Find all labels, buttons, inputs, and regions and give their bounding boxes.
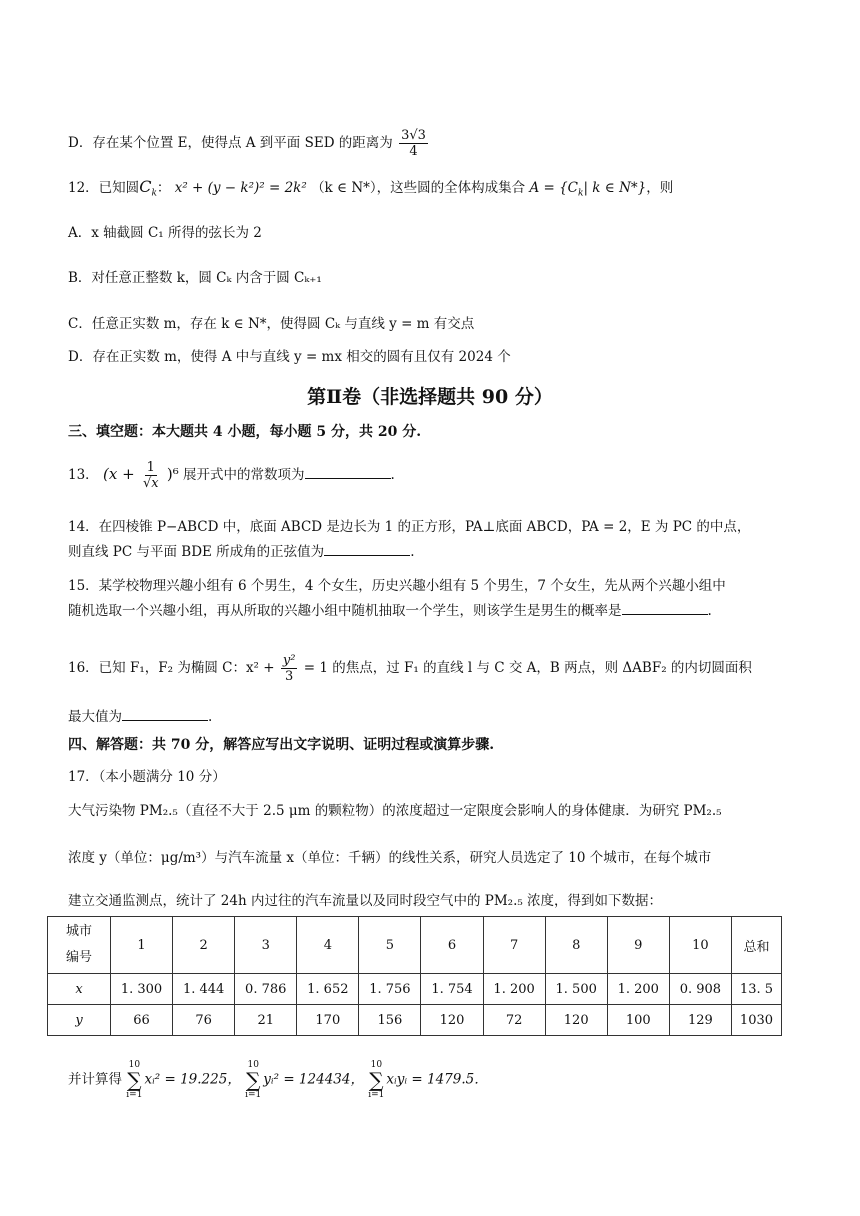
q12-option-a: A．x 轴截圆 C₁ 所得的弦长为 2 <box>68 225 262 241</box>
frac-num: 3√3 <box>401 128 426 143</box>
table-header-row <box>48 917 782 974</box>
sum-top: 10 <box>247 1060 259 1070</box>
q12-stem-a: 12．已知圆 <box>68 180 140 196</box>
table-header-cell: 10 <box>669 917 731 974</box>
section3-heading: 三、填空题：本大题共 4 小题，每小题 5 分，共 20 分. <box>68 424 422 440</box>
q15-answer-blank[interactable] <box>622 602 708 615</box>
sum-bottom: i=1 <box>126 1090 143 1100</box>
table-cell: 0. 786 <box>235 974 297 1005</box>
table-header-cell: 7 <box>483 917 545 974</box>
q13-answer-blank[interactable] <box>305 466 391 479</box>
table-header-cell: 5 <box>359 917 421 974</box>
table-cell: 156 <box>359 1005 421 1036</box>
q11-option-d-fraction <box>399 128 428 159</box>
q12-stem-b: ： <box>156 180 171 196</box>
q17-paragraph2: 浓度 y（单位：μg/m³）与汽车流量 x（单位：千辆）的线性关系，研究人员选定了 10 个城市，在每个城市 <box>68 850 712 866</box>
q17-calc-prefix: 并计算得 <box>68 1071 122 1088</box>
frac-num: 1 <box>146 460 155 475</box>
table-cell: 120 <box>545 1005 607 1036</box>
q15-line2-text: 随机选取一个兴趣小组，再从所取的兴趣小组中随机抽取一个学生，则该学生是男生的概率是 <box>68 603 622 619</box>
table-header-cell: 8 <box>545 917 607 974</box>
frac-den: 3 <box>285 669 294 684</box>
q17-sum-x2: xᵢ² = 19.225， <box>144 1071 241 1088</box>
table-header-cell: 2 <box>173 917 235 974</box>
table-cell: 1. 754 <box>421 974 483 1005</box>
table-cell: 100 <box>607 1005 669 1036</box>
table-cell: 129 <box>669 1005 731 1036</box>
q16-line2-text: 最大值为 <box>68 709 122 725</box>
q14-line1: 14．在四棱锥 P−ABCD 中，底面 ABCD 是边长为 1 的正方形，PA⊥底面 ABCD，PA = 2，E 为 PC 的中点， <box>68 519 751 535</box>
q17-data-table <box>47 916 782 1036</box>
q16-post: = 1 的焦点，过 F₁ 的直线 l 与 C 交 A，B 两点，则 ΔABF₂ 的内切圆面积 <box>303 660 752 676</box>
q12-ck-sub: k <box>151 188 157 199</box>
q14-line2-text: 则直线 PC 与平面 BDE 所成角的正弦值为 <box>68 544 325 560</box>
table-row-y <box>48 1005 782 1036</box>
table-cell: 1. 200 <box>483 974 545 1005</box>
q12-equation: x² + (y − k²)² = 2k² <box>174 180 307 196</box>
table-cell: 1. 756 <box>359 974 421 1005</box>
frac-den: 4 <box>409 144 418 159</box>
table-cell: 1. 200 <box>607 974 669 1005</box>
sum-top: 10 <box>370 1060 383 1070</box>
table-cell: 21 <box>235 1005 297 1036</box>
q17-sums <box>68 1060 488 1100</box>
table-cell: 0. 908 <box>669 974 731 1005</box>
q17-paragraph3: 建立交通监测点，统计了 24h 内过往的汽车流量以及同时段空气中的 PM₂.₅ 浓度，得到如下数据： <box>68 893 663 909</box>
table-cell: 76 <box>173 1005 235 1036</box>
q16-pre: 16．已知 F₁，F₂ 为椭圆 C：x² + <box>68 660 275 676</box>
sum-bottom: i=1 <box>368 1090 385 1100</box>
q17-paragraph1: 大气污染物 PM₂.₅（直径不大于 2.5 μm 的颗粒物）的浓度超过一定限度会影响人的身体健康．为研究 PM₂.₅ <box>68 803 722 819</box>
q16-answer-blank[interactable] <box>122 708 208 721</box>
table-header-cell: 总和 <box>731 917 781 974</box>
q17-sum-xy: xᵢyᵢ = 1479.5． <box>386 1071 488 1088</box>
q12-option-d: D．存在正实数 m，使得 A 中与直线 y = mx 相交的圆有且仅有 2024 个 <box>68 349 511 365</box>
q12-set-tail: | k ∈ N*} <box>583 180 647 196</box>
q13-expr-post: )⁶ <box>166 465 179 483</box>
q14-line2 <box>68 540 790 565</box>
q12-stem-c: ，这些圆的全体构成集合 <box>376 180 526 196</box>
table-cell: 120 <box>421 1005 483 1036</box>
q12-ck: C <box>139 177 152 196</box>
q13-num: 13． <box>68 467 99 483</box>
q13-expr-pre: (x + <box>102 465 135 483</box>
q16-line1 <box>68 653 752 684</box>
q15-end: . <box>707 603 712 619</box>
table-header-cell: 1 <box>111 917 173 974</box>
table-header-cell: 9 <box>607 917 669 974</box>
table-row-label: x <box>48 974 111 1005</box>
part2-title: 第Ⅱ卷（非选择题共 90 分） <box>307 386 553 408</box>
q11-option-d <box>68 128 430 159</box>
frac-num: y² <box>282 653 296 668</box>
q13-text: 展开式中的常数项为 <box>183 467 305 483</box>
q12-set: A = {C <box>529 180 578 196</box>
q13-end: . <box>390 467 395 483</box>
table-cell: 13. 5 <box>731 974 781 1005</box>
q12-stem: 12．已知圆$C_k$： x² + (y − k²)² = 2k² （k ∈ N*），这些圆的全体构成集合 $A = \{C_k|$ k ∈ N*}，则 <box>68 177 674 199</box>
q16-end: . <box>208 709 213 725</box>
q14-end: . <box>410 544 415 560</box>
sum-symbol: 10 ∑ i=1 <box>126 1060 143 1100</box>
table-cell: 1. 500 <box>545 974 607 1005</box>
table-cell: 72 <box>483 1005 545 1036</box>
table-cell: 1. 652 <box>297 974 359 1005</box>
table-cell: 170 <box>297 1005 359 1036</box>
q15 <box>68 574 790 624</box>
table-cell: 66 <box>111 1005 173 1036</box>
q13-fraction <box>141 460 161 491</box>
table-cell: 1. 300 <box>111 974 173 1005</box>
q12-option-b: B．对任意正整数 k，圆 Cₖ 内含于圆 Cₖ₊₁ <box>68 270 322 286</box>
sum-bottom: i=1 <box>245 1090 262 1100</box>
table-header-cell: 3 <box>235 917 297 974</box>
q14-answer-blank[interactable] <box>324 543 410 556</box>
q13 <box>68 460 395 491</box>
q16-line2 <box>68 705 212 725</box>
table-header-cell: 6 <box>421 917 483 974</box>
q16-fraction <box>281 653 298 684</box>
q17-header: 17．（本小题满分 10 分） <box>68 769 226 785</box>
table-cell: 1. 444 <box>173 974 235 1005</box>
sum-symbol: 10 ∑ i=1 <box>245 1060 262 1100</box>
table-row-x <box>48 974 782 1005</box>
sum-symbol: 10 ∑ i=1 <box>368 1060 385 1100</box>
q12-domain: （k ∈ N*） <box>311 180 377 196</box>
q17-sum-y2: yᵢ² = 124434， <box>263 1071 364 1088</box>
table-header-cell: 城市 编号 <box>48 917 111 974</box>
q12-stem-d: ，则 <box>646 180 674 196</box>
q14 <box>68 515 790 565</box>
q15-line1: 15．某学校物理兴趣小组有 6 个男生，4 个女生，历史兴趣小组有 5 个男生，7 个女生，先从两个兴趣小组中 <box>68 578 726 594</box>
frac-den: √x <box>142 476 159 491</box>
section4-heading: 四、解答题：共 70 分，解答应写出文字说明、证明过程或演算步骤. <box>68 737 495 753</box>
table-cell: 1030 <box>731 1005 781 1036</box>
table-row-label: y <box>48 1005 111 1036</box>
sum-top: 10 <box>128 1060 141 1070</box>
q11-option-d-text: D．存在某个位置 E，使得点 A 到平面 SED 的距离为 <box>68 135 393 151</box>
q15-line2 <box>68 599 790 624</box>
table-header-cell: 4 <box>297 917 359 974</box>
q12-option-c: C．任意正实数 m，存在 k ∈ N*，使得圆 Cₖ 与直线 y = m 有交点 <box>68 316 475 332</box>
